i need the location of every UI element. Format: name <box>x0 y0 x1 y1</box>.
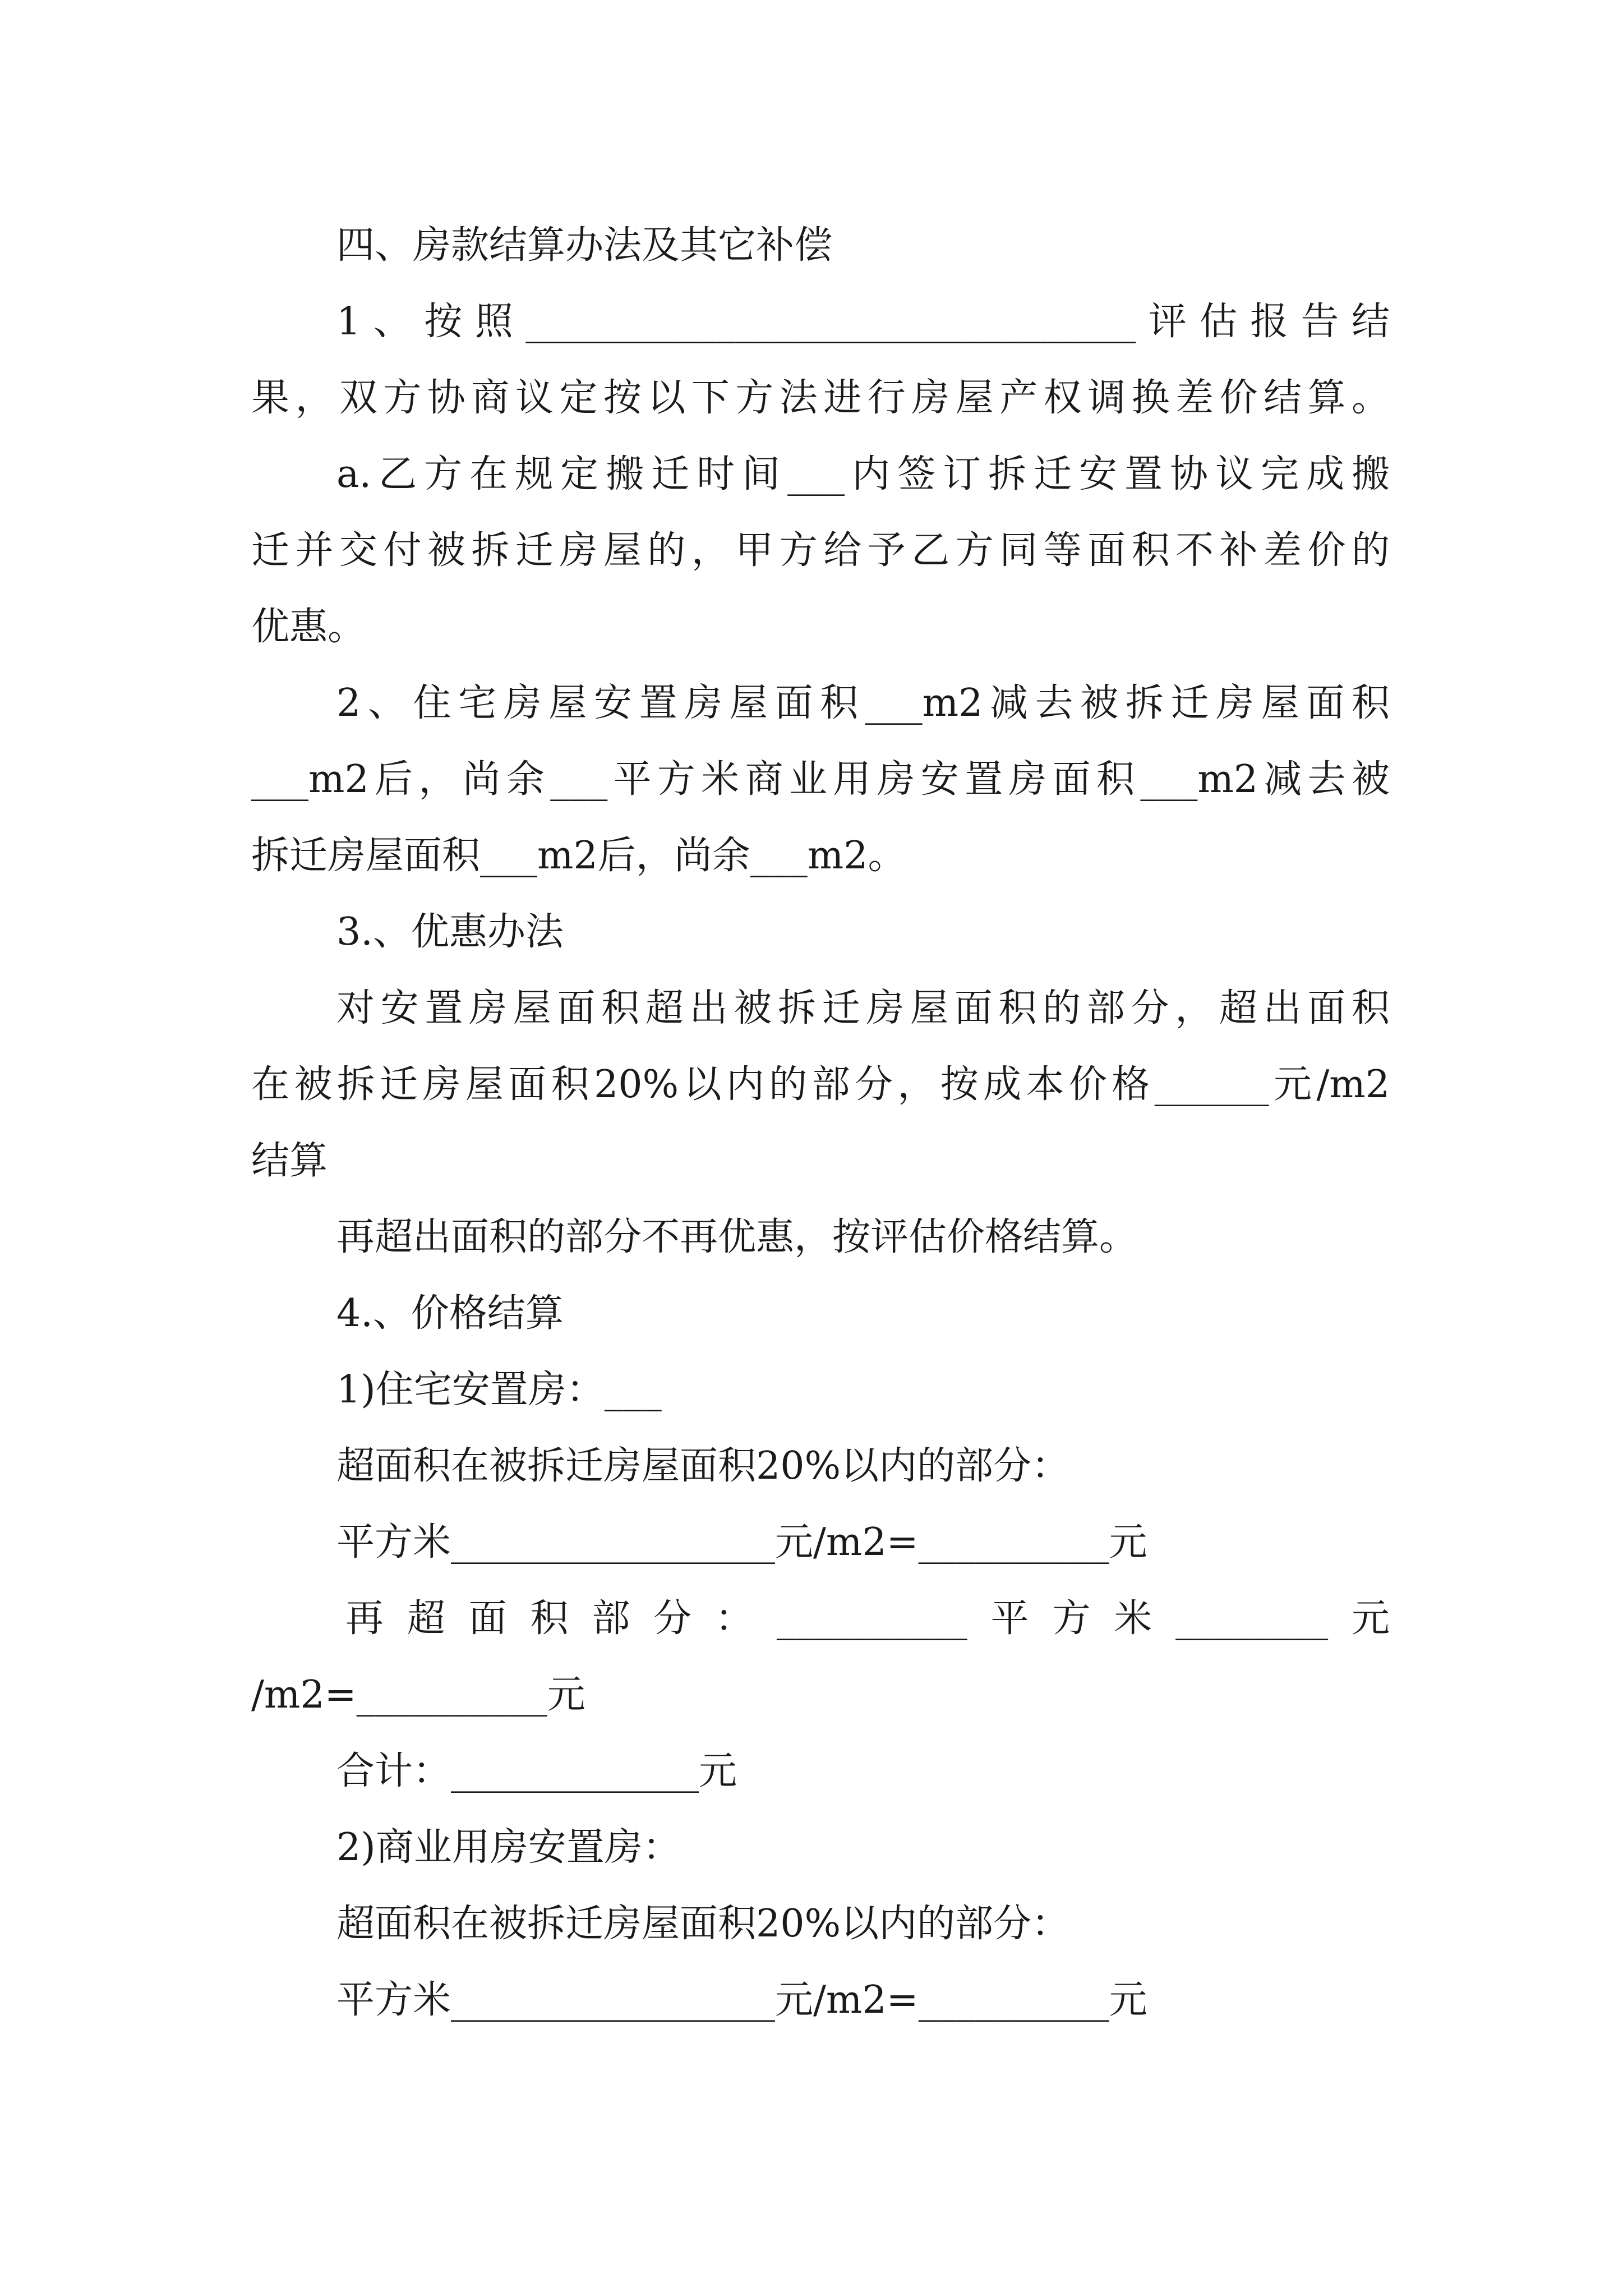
paragraph-line: ___m2后，尚余___平方米商业用房安置房面积___m2减去被 <box>251 757 1390 802</box>
section-heading: 四、房款结算办法及其它补偿 <box>336 223 833 268</box>
paragraph-line: 拆迁房屋面积___m2后，尚余___m2。 <box>251 834 906 878</box>
paragraph-line: 超面积在被拆迁房屋面积20%以内的部分： <box>336 1902 1070 1946</box>
section-heading: 4.、价格结算 <box>336 1291 564 1336</box>
section-heading: 3.、优惠办法 <box>336 910 564 954</box>
paragraph-line: 对安置房屋面积超出被拆迁房屋面积的部分，超出面积 <box>336 986 1390 1030</box>
paragraph-line: 1)住宅安置房：___ <box>336 1368 662 1412</box>
paragraph-line: 超面积在被拆迁房屋面积20%以内的部分： <box>336 1444 1070 1488</box>
paragraph-line: 2)商业用房安置房： <box>336 1825 681 1870</box>
paragraph-line: 平方米_________________元/m2=__________元 <box>336 1978 1147 2022</box>
paragraph-line: 2、住宅房屋安置房屋面积___m2减去被拆迁房屋面积 <box>336 681 1390 725</box>
document-body <box>251 208 1390 2039</box>
paragraph-line: /m2=__________元 <box>251 1673 585 1717</box>
paragraph-line: a.乙方在规定搬迁时间___内签订拆迁安置协议完成搬 <box>336 452 1390 496</box>
paragraph-line: 合计：_____________元 <box>336 1749 737 1793</box>
paragraph-line: 平方米_________________元/m2=__________元 <box>336 1520 1147 1565</box>
paragraph-line: 结算 <box>251 1139 328 1183</box>
paragraph-line: 优惠。 <box>251 605 366 649</box>
paragraph-line: 在被拆迁房屋面积20%以内的部分，按成本价格______元/m2 <box>251 1062 1390 1107</box>
paragraph-line: 再超出面积的部分不再优惠，按评估价格结算。 <box>336 1215 1138 1259</box>
paragraph-line: 果，双方协商议定按以下方法进行房屋产权调换差价结算。 <box>251 376 1390 420</box>
paragraph-line: 再超面积部分：__________平方米________元 <box>345 1596 1390 1641</box>
paragraph-line: 1、按照________________________________评估报告结 <box>336 300 1390 344</box>
paragraph-line: 迁并交付被拆迁房屋的，甲方给予乙方同等面积不补差价的 <box>251 528 1390 573</box>
